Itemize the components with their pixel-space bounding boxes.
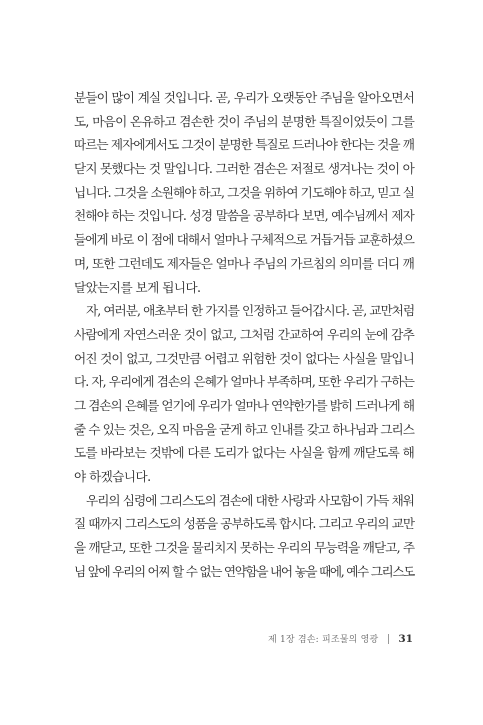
text-line: 우리의 심령에 그리스도의 겸손에 대한 사랑과 사모함이 가득 채워 [86, 492, 414, 508]
text-line: 자, 여러분, 애초부터 한 가지를 인정하고 들어갑시다. 곧, 교만처럼 [86, 303, 415, 319]
text-line: 사람에게 자연스러운 것이 없고, 그처럼 간교하여 우리의 눈에 감추 [74, 326, 414, 342]
text-line: 다. 자, 우리에게 겸손의 은혜가 얼마나 부족하며, 또한 우리가 구하는 [74, 374, 414, 390]
text-line: 줄 수 있는 것은, 오직 마음을 굳게 하고 인내를 갖고 하나님과 그리스 [74, 421, 414, 437]
text-line: 며, 또한 그런데도 제자들은 얼마나 주님의 가르침의 의미를 더디 깨 [74, 255, 414, 271]
footer-divider [388, 634, 389, 644]
text-line: 도를 바라보는 것밖에 다른 도리가 없다는 사실을 함께 깨닫도록 해 [74, 445, 414, 461]
text-line: 따르는 제자에게서도 그것이 분명한 특질로 드러나야 한다는 것을 깨 [74, 137, 414, 153]
page-footer [268, 632, 413, 645]
text-line: 닫지 못했다는 것 말입니다. 그러한 겸손은 저절로 생겨나는 것이 아 [74, 161, 414, 177]
running-head: 제 1장 겸손: 피조물의 영광 [268, 635, 379, 645]
text-line: 분들이 많이 계실 것입니다. 곧, 우리가 오랫동안 주님을 알아오면서 [74, 90, 414, 105]
text-line: 천해야 하는 것입니다. 성경 말씀을 공부하다 보면, 예수님께서 제자 [74, 208, 414, 224]
body-text [74, 86, 414, 583]
text-line: 닙니다. 그것을 소원해야 하고, 그것을 위하여 기도해야 하고, 믿고 실 [74, 184, 414, 200]
text-line: 달았는지를 보게 됩니다. [74, 279, 201, 295]
text-line: 질 때까지 그리스도의 성품을 공부하도록 합시다. 그리고 우리의 교만 [74, 516, 414, 532]
text-line: 을 깨닫고, 또한 그것을 물리치지 못하는 우리의 무능력을 깨닫고, 주 [74, 540, 415, 556]
text-line: 도, 마음이 온유하고 겸손한 것이 주님의 분명한 특질이었듯이 그를 [74, 113, 414, 129]
text-line: 그 겸손의 은혜를 얻기에 우리가 얼마나 연약한가를 밝히 드러나게 해 [74, 397, 414, 413]
text-line: 야 하겠습니다. [74, 469, 151, 484]
page-number: 31 [398, 632, 413, 645]
text-line: 들에게 바로 이 점에 대해서 얼마나 구체적으로 거듭거듭 교훈하셨으 [74, 232, 414, 248]
text-line: 어진 것이 없고, 그것만큼 어렵고 위험한 것이 없다는 사실을 말입니 [74, 350, 414, 366]
text-line: 님 앞에 우리의 어찌 할 수 없는 연약함을 내어 놓을 때에, 예수 그리스도 [74, 563, 414, 579]
